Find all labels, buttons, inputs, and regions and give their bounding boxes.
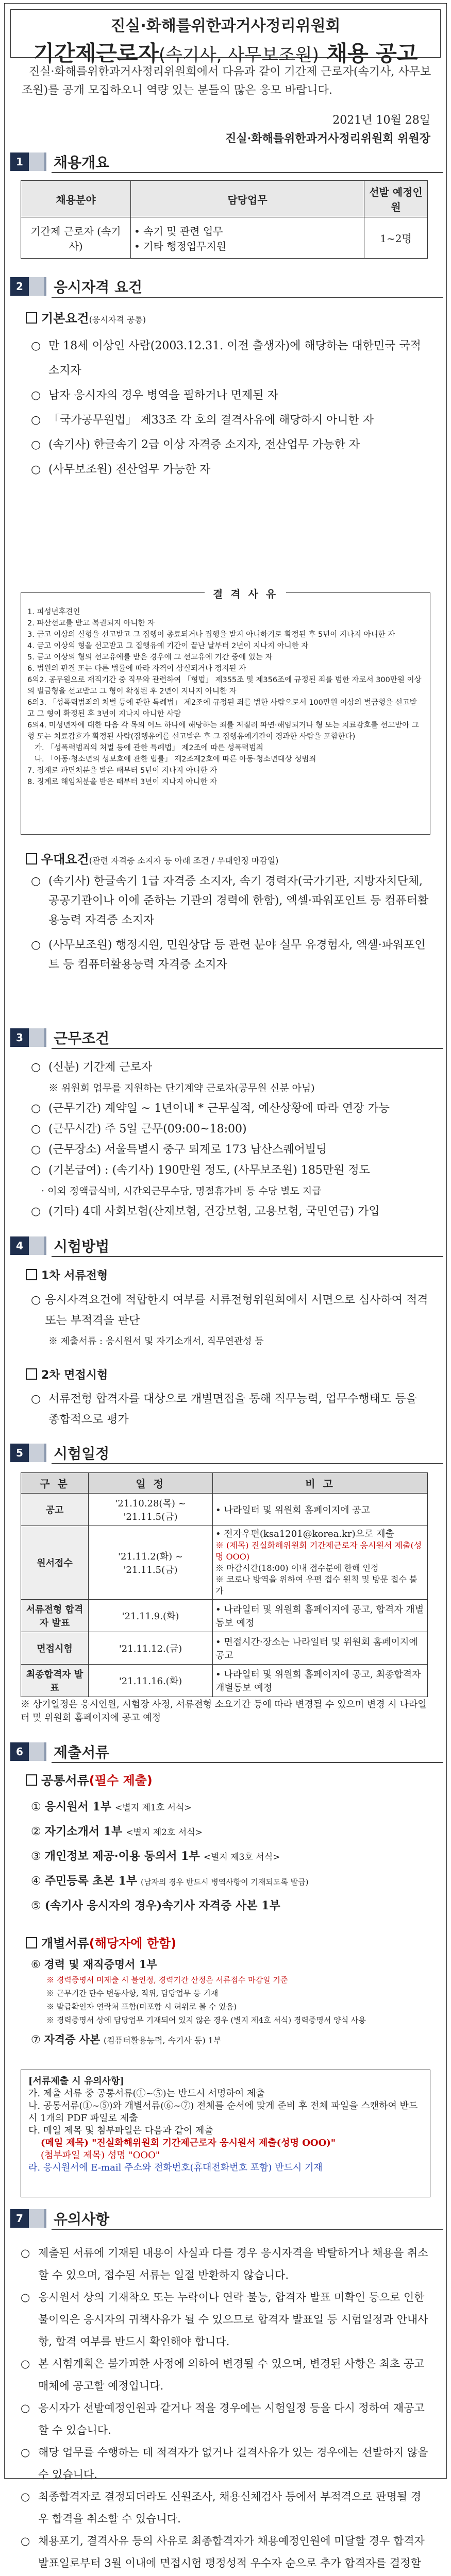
- item-text: 최종합격자로 결정되더라도 신원조사, 채용신체검사 등에서 부적격으로 판명될 경우 합격을 취소할 수 있습니다.: [38, 2490, 422, 2525]
- item-text: (근무시간) 주 5일 근무(09:00~18:00): [48, 1123, 247, 1136]
- item-sub: <별지 제1호 서식>: [114, 1803, 192, 1813]
- section-number: 7: [10, 2209, 29, 2228]
- box-line: 나. 공통서류(①~⑤)와 개별서류(⑥~⑦) 전체를 순서에 맞게 준비 후 전체 파일을 스캔하여 반드시 1개의 PDF 파일로 제출: [28, 2100, 418, 2124]
- box-line: 라. 응시원서에 E-mail 주소와 전화번호(휴대전화번호 포함) 반드시 기재: [28, 2162, 323, 2173]
- box-line: 다. 메일 제목 및 첨부파일은 다음과 같이 제출: [28, 2125, 213, 2136]
- step2-body: ○ 서류전형 합격자를 대상으로 개별면접을 통해 직무능력, 업무수행태도 등을 종합적으로 평가: [31, 1389, 430, 1430]
- list-item: 8. 징계로 해임처분을 받은 때부터 3년이 지나지 아니한 자: [27, 778, 218, 786]
- item-text: ※ 위원회 업무를 지원하는 단기계약 근로자(공무원 신분 아님): [48, 1082, 315, 1094]
- item-number: ⑤: [31, 1900, 41, 1912]
- section-label: 유의사항: [54, 2211, 110, 2228]
- table-row: [21, 1600, 428, 1632]
- item-text: 경력 및 재직증명서 1부: [44, 1958, 157, 1971]
- list-item: [31, 2031, 430, 2049]
- list-item: [31, 1894, 430, 1918]
- section-1-heading: [10, 152, 109, 171]
- section-number: 3: [10, 1028, 29, 1047]
- list-item: ○ (근무기간) 계약일 ~ 1년이내 * 근무실적, 예산상황에 따라 연장 가능: [31, 1098, 430, 1119]
- list-item: 가. 「성폭력범죄의 처벌 등에 관한 특례법」 제2조에 따른 성폭력범죄: [35, 744, 263, 752]
- table-header: 비 고: [213, 1473, 428, 1494]
- table-cell: • 나라일터 및 위원회 홈페이지에 공고, 합격자 개별통보 예정: [213, 1600, 428, 1632]
- section-label: 제출서류: [54, 1744, 110, 1761]
- item-text: 개인정보 제공·이용 동의서 1부: [44, 1850, 200, 1863]
- list-item: [31, 1844, 430, 1869]
- list-item: [31, 1820, 430, 1844]
- disqualification-box: [21, 588, 430, 835]
- indiv-docs-heading: [26, 1933, 176, 1951]
- title-tail: 채용 공고: [326, 41, 418, 66]
- list-item: ○ (사무보조원) 전산업무 가능한 자: [31, 457, 430, 482]
- caution-list: [21, 2242, 430, 2576]
- table-cell: '21.10.28(목) ~ '21.11.5(금): [89, 1494, 213, 1526]
- list-item: 1. 피성년후견인: [27, 608, 80, 616]
- basic-list: [31, 334, 430, 482]
- note-text: 나라일터 및 위원회 홈페이지에 공고: [224, 1505, 371, 1516]
- item-text: 주민등록 초본 1부: [44, 1874, 138, 1888]
- step1-body: ○ 응시자격요건에 적합한지 여부를 서류전형위원회에서 서면으로 심사하여 적격 또는 부적격을 판단 ※ 제출서류 : 응시원서 및 자기소개서, 직무연관성 등: [31, 1290, 430, 1352]
- list-item: ○ 응시원서 상의 기재착오 또는 누락이나 연락 불능, 합격자 발표 미확인 등으로 인한 불이익은 응시자의 귀책사유가 될 수 있으므로 합격자 발표일 등 시험일정과 안내사항, 합격 여부를 반드시 확인해야 합니다.: [21, 2286, 430, 2353]
- section-label: 근무조건: [54, 1030, 110, 1047]
- heading-text: 개별서류: [41, 1936, 89, 1951]
- checkbox-square-icon: [26, 1774, 37, 1786]
- list-item: ○ (근무장소) 서울특별시 중구 퇴계로 173 남산스퀘어빌딩: [31, 1140, 430, 1160]
- section-7-heading: [10, 2209, 109, 2228]
- list-item: ○ (신분) 기간제 근로자: [31, 1057, 430, 1078]
- list-item: ○ 제출된 서류에 기재된 내용이 사실과 다를 경우 응시자격을 박탈하거나 채용을 취소할 수 있으며, 접수된 서류는 일절 반환하지 않습니다.: [21, 2242, 430, 2286]
- list-item: 7. 징계로 파면처분을 받은 때부터 5년이 지나지 아니한 자: [27, 767, 218, 775]
- checkbox-square-icon: [26, 312, 37, 324]
- duty-item: 속기 및 관련 업무: [143, 225, 223, 238]
- table-cell: '21.11.12.(금): [89, 1632, 213, 1665]
- item-text: (속기사) 한글속기 1급 자격증 소지자, 속기 경력자(국가기관, 지방자치단체, 공공기관이나 이에 준하는 기관의 경력에 한함), 엑셀·파워포인트 등 컴퓨터활용능력 자격증 소지자: [48, 875, 429, 927]
- section-3-heading: [10, 1028, 109, 1047]
- heading-text: 기본요건: [41, 311, 89, 326]
- heading-text: 공통서류: [41, 1773, 89, 1788]
- schedule-note: ※ 상기일정은 응시인원, 시험장 사정, 서류전형 소요기간 등에 따라 변경될 수 있으며 변경 시 나라일터 및 위원회 홈페이지에 공고 예정: [21, 1699, 427, 1723]
- list-item: ○ 「국가공무원법」 제33조 각 호의 결격사유에 해당하지 아니한 자: [31, 408, 430, 433]
- submission-notes-box: [21, 2070, 430, 2197]
- title-main: 기간제근로자: [33, 41, 159, 66]
- item-text: 자격증 사본: [44, 2033, 101, 2046]
- item-text: 「국가공무원법」 제33조 각 호의 결격사유에 해당하지 아니한 자: [48, 414, 374, 427]
- table-cell: • 나라일터 및 위원회 홈페이지에 공고: [213, 1494, 428, 1526]
- list-item: ○ 채용포기, 결격사유 등의 사유로 최종합격자가 채용예정인원에 미달할 경우 합격자 발표일로부터 3월 이내에 면접시험 평정성적 우수자 순으로 추가 합격자를 결정할: [21, 2530, 430, 2576]
- item-text: 남자 응시자의 경우 병역을 필하거나 면제된 자: [48, 389, 278, 402]
- step-label: 2차 면접시험: [41, 1369, 108, 1382]
- item-text: (속기사) 한글속기 2급 이상 자격증 소지자, 전산업무 가능한 자: [48, 438, 360, 451]
- item-number: ②: [31, 1825, 41, 1838]
- section-6-heading: [10, 1742, 109, 1761]
- table-row: [21, 1494, 428, 1526]
- table-row: [21, 1665, 428, 1697]
- job-table: [21, 180, 428, 259]
- note-text: 나라일터 및 위원회 홈페이지에 공고, 최종합격자 개별통보 예정: [215, 1669, 421, 1693]
- item-text: 자기소개서 1부: [44, 1825, 123, 1838]
- title-box: [10, 9, 441, 66]
- disqualification-list: [27, 606, 424, 788]
- table-header: 구 분: [21, 1473, 89, 1494]
- table-cell: 공고: [21, 1494, 89, 1526]
- list-item: 6의4. 미성년자에 대한 다음 각 목의 어느 하나에 해당하는 죄를 저질러 파면·해임되거나 형 또는 치료감호를 선고받아 그 형 또는 치료감호가 확정된 사람(집행유예를 선고받은 후 그 집행유예기간이 경과한 사람을 포함한다): [27, 721, 419, 741]
- item-text: (근무기간) 계약일 ~ 1년이내 * 근무실적, 예산상황에 따라 연장 가능: [48, 1102, 390, 1115]
- section-label: 시험일정: [54, 1445, 110, 1462]
- list-item: ○ (근무시간) 주 5일 근무(09:00~18:00): [31, 1119, 430, 1140]
- item-text: 응시원서 상의 기재착오 또는 누락이나 연락 불능, 합격자 발표 미확인 등으로 인한 불이익은 응시자의 귀책사유가 될 수 있으므로 합격자 발표일 등 시험일정과 안내사항, 합격 여부를 반드시 확인해야 합니다.: [38, 2291, 428, 2348]
- box-line: (첨부파일 제목) 성명 "OOO": [41, 2150, 160, 2161]
- step-note: ※ 제출서류 : 응시원서 및 자기소개서, 직무연관성 등: [48, 1336, 264, 1347]
- table-header: 일 정: [89, 1473, 213, 1494]
- table-cell: '21.11.2(화) ~ '21.11.5(금): [89, 1526, 213, 1600]
- list-item: ○ 해당 업무를 수행하는 데 적격자가 없거나 결격사유가 있는 경우에는 선발하지 않을 수 있습니다.: [21, 2442, 430, 2486]
- step-label: 1차 서류전형: [41, 1269, 108, 1282]
- item-text: 본 시험계획은 불가피한 사정에 의하여 변경될 수 있으며, 변경된 사항은 최초 공고 매체에 공고할 예정입니다.: [38, 2358, 425, 2392]
- list-item: ○ (사무보조원) 행정지원, 민원상담 등 관련 분야 실무 유경험자, 엑셀·파워포인트 등 컴퓨터활용능력 자격증 소지자: [31, 936, 430, 975]
- list-item: ○ 응시자가 선발예정인원과 같거나 적을 경우에는 시험일정 등을 다시 정하여 재공고할 수 있습니다.: [21, 2397, 430, 2442]
- section-number: 6: [10, 1742, 29, 1761]
- step2-heading: [26, 1366, 108, 1382]
- box-line: 가. 제출 서류 중 공통서류(①~⑤)는 반드시 서명하여 제출: [28, 2088, 265, 2099]
- list-item: [31, 1869, 430, 1894]
- common-docs-heading: [26, 1770, 153, 1788]
- item-text: (신분) 기간제 근로자: [48, 1061, 153, 1074]
- pref-heading: [26, 849, 278, 867]
- table-header: 채용분야: [21, 181, 131, 217]
- list-item: 6의3. 「성폭력범죄의 처벌 등에 관한 특례법」 제2조에 규정된 죄를 범한 사람으로서 100만원 이상의 벌금형을 선고받고 그 형이 확정된 후 3년이 지나지 아니한 사람: [27, 699, 417, 718]
- list-item: ○ 남자 응시자의 경우 병역을 필하거나 면제된 자: [31, 383, 430, 408]
- list-item: ○ (속기사) 한글속기 2급 이상 자격증 소지자, 전산업무 가능한 자: [31, 433, 430, 457]
- note-text: 면접시간·장소는 나라일터 및 위원회 홈페이지에 공고: [215, 1637, 418, 1661]
- section-label: 시험방법: [54, 1238, 110, 1255]
- item-number: ③: [31, 1850, 41, 1863]
- item-sub: (컴퓨터활용능력, 속기사 등) 1부: [103, 2036, 222, 2045]
- section-2-heading: [10, 277, 142, 296]
- box-title: [서류제출 시 유의사항]: [28, 2076, 125, 2087]
- item-text: 제출된 서류에 기재된 내용이 사실과 다를 경우 응시자격을 박탈하거나 채용을 취소할 수 있으며, 접수된 서류는 일절 반환하지 않습니다.: [38, 2247, 428, 2281]
- note-text: 전자우편(ksa1201@korea.kr)으로 제출: [224, 1529, 394, 1539]
- item-number: ⑥: [31, 1958, 41, 1971]
- list-item: 3. 금고 이상의 실형을 선고받고 그 집행이 종료되거나 집행을 받지 아니하기로 확정된 후 5년이 지나지 아니한 자: [27, 631, 395, 639]
- table-cell: • 나라일터 및 위원회 홈페이지에 공고, 최종합격자 개별통보 예정: [213, 1665, 428, 1697]
- step1-heading: [26, 1266, 428, 1286]
- list-item: 4. 금고 이상의 형을 선고받고 그 집행유예 기간이 끝난 날부터 2년이 지나지 아니한 자: [27, 642, 309, 650]
- item-text: 응시자가 선발예정인원과 같거나 적을 경우에는 시험일정 등을 다시 정하여 재공고할 수 있습니다.: [38, 2402, 425, 2436]
- job-field: 기간제 근로자 (속기사): [21, 217, 131, 259]
- checkbox-square-icon: [26, 1937, 37, 1948]
- common-docs-list: [31, 1795, 430, 1918]
- table-cell: 최종합격자 발표: [21, 1665, 89, 1697]
- checkbox-square-icon: [26, 1269, 37, 1280]
- list-note: [31, 1181, 430, 1201]
- item-sub: <별지 제3호 서식>: [203, 1852, 280, 1862]
- list-item: ○ (속기사) 한글속기 1급 자격증 소지자, 속기 경력자(국가기관, 지방자치단체, 공공기관이나 이에 준하는 기관의 경력에 한함), 엑셀·파워포인트 등 컴퓨터활용능력 자격증 소지자: [31, 872, 430, 930]
- list-item: ○ 본 시험계획은 불가피한 사정에 의하여 변경될 수 있으며, 변경된 사항은 최초 공고 매체에 공고할 예정입니다.: [21, 2353, 430, 2397]
- item-number: ④: [31, 1875, 41, 1888]
- table-cell: • 면접시간·장소는 나라일터 및 위원회 홈페이지에 공고: [213, 1632, 428, 1665]
- table-cell: • 전자우편(ksa1201@korea.kr)으로 제출 ※ (제목) 진실화해위원회 기간제근로자 응시원서 제출(성명 OOO) ※ 마감시간(18:00) 이내 접수분에 한해 인정 ※ 코로나 방역을 위하여 우편 접수 원칙 및 방문 접수 불가: [213, 1526, 428, 1600]
- pref-list: [31, 872, 430, 975]
- table-cell: 서류전형 합격자 발표: [21, 1600, 89, 1632]
- list-item: [31, 1956, 430, 1973]
- intro-text: 진실·화해를위한과거사정리위원회에서 다음과 같이 기간제 근로자(속기사, 사무보조원)를 공개 모집하오니 역량 있는 분들의 많은 응모 바랍니다.: [22, 65, 431, 97]
- section-number: 4: [10, 1236, 29, 1255]
- heading-text: 우대요건: [41, 852, 89, 867]
- section-label: 응시자격 요건: [54, 279, 143, 296]
- list-item: ○ 만 18세 이상인 사람(2003.12.31. 이전 출생자)에 해당하는 대한민국 국적소지자: [31, 334, 430, 383]
- basic-heading: [26, 308, 146, 326]
- item-text: 해당 업무를 수행하는 데 적격자가 없거나 결격사유가 있는 경우에는 선발하지 않을 수 있습니다.: [38, 2446, 428, 2481]
- item-text: (속기사 응시자의 경우)속기사 자격증 사본 1부: [44, 1899, 280, 1912]
- list-item: ○ 최종합격자로 결정되더라도 신원조사, 채용신체검사 등에서 부적격으로 판명될 경우 합격을 취소할 수 있습니다.: [21, 2486, 430, 2530]
- note-text: ※ 경력증명서 미제출 시 불인정, 경력기간 산정은 서류접수 마감일 기준: [46, 1975, 288, 1985]
- step-text: 서류전형 합격자를 대상으로 개별면접을 통해 직무능력, 업무수행태도 등을 종합적으로 평가: [48, 1393, 417, 1426]
- list-item: 6. 법원의 판결 또는 다른 법률에 따라 자격이 상실되거나 정지된 자: [27, 665, 246, 673]
- item-text: 채용포기, 결격사유 등의 사유로 최종합격자가 채용예정인원에 미달할 경우 합격자 발표일로부터 3월 이내에 면접시험 평정성적 우수자 순으로 추가 합격자를 결정할: [38, 2535, 425, 2569]
- job-count: 1~2명: [364, 217, 428, 259]
- section-number: 2: [10, 277, 29, 296]
- item-number: ⑦: [31, 2033, 41, 2046]
- item-number: ①: [31, 1801, 41, 1814]
- checkbox-square-icon: [26, 853, 37, 865]
- note-text: ※ 발급확인자 연락처 포함(미포함 시 허위로 볼 수 있음): [46, 2002, 237, 2011]
- heading-note: (필수 제출): [89, 1773, 153, 1788]
- table-cell: '21.11.9.(화): [89, 1600, 213, 1632]
- box-line: (메일 제목) "진실화해위원회 기간제근로자 응시원서 제출(성명 OOO)": [41, 2138, 336, 2148]
- table-row: [21, 1632, 428, 1665]
- note-text: ※ 경력증명서 상에 담당업무 기재되어 있지 않은 경우 (별지 제4호 서식) 경력증명서 양식 사용: [46, 2015, 366, 2025]
- notice-date: 2021년 10월 28일: [332, 114, 430, 127]
- duty-item: 기타 행정업무지원: [143, 240, 227, 252]
- heading-note: (응시자격 공통): [89, 315, 146, 325]
- section-label: 채용개요: [54, 154, 110, 171]
- item-text: (사무보조원) 전산업무 가능한 자: [48, 463, 211, 476]
- item-text: (기본급여) : (속기사) 190만원 정도, (사무보조원) 185만원 정도: [48, 1164, 370, 1177]
- table-header: 선발 예정인원: [364, 181, 428, 217]
- issuer: 진실·화해를위한과거사정리위원회 위원장: [225, 132, 430, 145]
- note-text: 나라일터 및 위원회 홈페이지에 공고, 합격자 개별통보 예정: [215, 1604, 424, 1629]
- work-list: [31, 1057, 430, 1222]
- list-item: 나. 「아동·청소년의 성보호에 관한 법률」 제2조제2호에 따른 아동·청소년대상 성범죄: [35, 755, 316, 764]
- note-text: ※ 마감시간(18:00) 이내 접수분에 한해 인정: [215, 1563, 379, 1573]
- section-number: 1: [10, 152, 29, 171]
- list-note: [31, 1078, 430, 1098]
- item-sub: <별지 제2호 서식>: [126, 1827, 203, 1838]
- list-item: 5. 금고 이상의 형의 선고유예를 받은 경우에 그 선고유예 기간 중에 있는 자: [27, 653, 273, 662]
- note-text: ※ 근무기간 단수 변동사항, 직위, 담당업무 등 기재: [46, 1989, 219, 1998]
- note-text: ※ 코로나 방역을 위하여 우편 접수 원칙 및 방문 접수 불가: [215, 1574, 417, 1596]
- note-text: ※ (제목) 진실화해위원회 기간제근로자 응시원서 제출(성명 OOO): [215, 1540, 422, 1562]
- exam-steps: [26, 1266, 428, 1286]
- table-cell: 원서접수: [21, 1526, 89, 1600]
- item-text: (근무장소) 서울특별시 중구 퇴계로 173 남산스퀘어빌딩: [48, 1143, 327, 1156]
- indiv-docs-list: [31, 1956, 430, 2049]
- list-item: [31, 1795, 430, 1820]
- item-text: 만 18세 이상인 사람(2003.12.31. 이전 출생자)에 해당하는 대한민국 국적소지자: [48, 340, 421, 377]
- section-5-heading: [10, 1444, 109, 1462]
- list-item: 2. 파산선고를 받고 복권되지 아니한 자: [27, 619, 155, 628]
- item-text: · 이외 정액급식비, 시간외근무수당, 명절휴가비 등 수당 별도 지급: [41, 1185, 322, 1197]
- title-sub: (속기사, 사무보조원): [158, 45, 319, 65]
- list-item: ○ (기본급여) : (속기사) 190만원 정도, (사무보조원) 185만원 정도: [31, 1160, 430, 1181]
- heading-note: (관련 자격증 소지자 등 아래 조건 / 우대인정 마감일): [89, 856, 279, 866]
- checkbox-square-icon: [26, 1368, 37, 1380]
- table-cell: 면접시험: [21, 1632, 89, 1665]
- indiv-notes: [31, 1973, 430, 2027]
- heading-note: (해당자에 한함): [89, 1936, 177, 1951]
- list-item: 6의2. 공무원으로 재직기간 중 직무와 관련하여 「형법」 제355조 및 제356조에 규정된 죄를 범한 자로서 300만원 이상의 벌금형을 선고받고 그 형이 확정된 후 2년이 지나지 아니한 자: [27, 676, 422, 696]
- item-text: (기타) 4대 사회보험(산재보험, 건강보험, 고용보험, 국민연금) 가입: [48, 1205, 380, 1218]
- table-cell: '21.11.16.(화): [89, 1665, 213, 1697]
- step-text: 응시자격요건에 적합한지 여부를 서류전형위원회에서 서면으로 심사하여 적격 또는 부적격을 판단: [45, 1294, 428, 1327]
- section-number: 5: [10, 1444, 29, 1462]
- schedule-table: [21, 1472, 428, 1697]
- item-sub: (남자의 경우 반드시 병역사항이 기재되도록 발급): [141, 1877, 309, 1887]
- org-title: 진실·화해를위한과거사정리위원회: [110, 17, 341, 35]
- item-text: 응시원서 1부: [44, 1800, 111, 1814]
- list-item: ○ (기타) 4대 사회보험(산재보험, 건강보험, 고용보험, 국민연금) 가입: [31, 1201, 430, 1222]
- table-row: [21, 1526, 428, 1600]
- table-header: 담당업무: [131, 181, 364, 217]
- disqualification-title: 결 격 사 유: [205, 586, 286, 601]
- item-text: (사무보조원) 행정지원, 민원상담 등 관련 분야 실무 유경험자, 엑셀·파워포인트 등 컴퓨터활용능력 자격증 소지자: [48, 939, 426, 971]
- job-duties: • 속기 및 관련 업무 • 기타 행정업무지원: [131, 217, 364, 259]
- section-4-heading: [10, 1236, 109, 1255]
